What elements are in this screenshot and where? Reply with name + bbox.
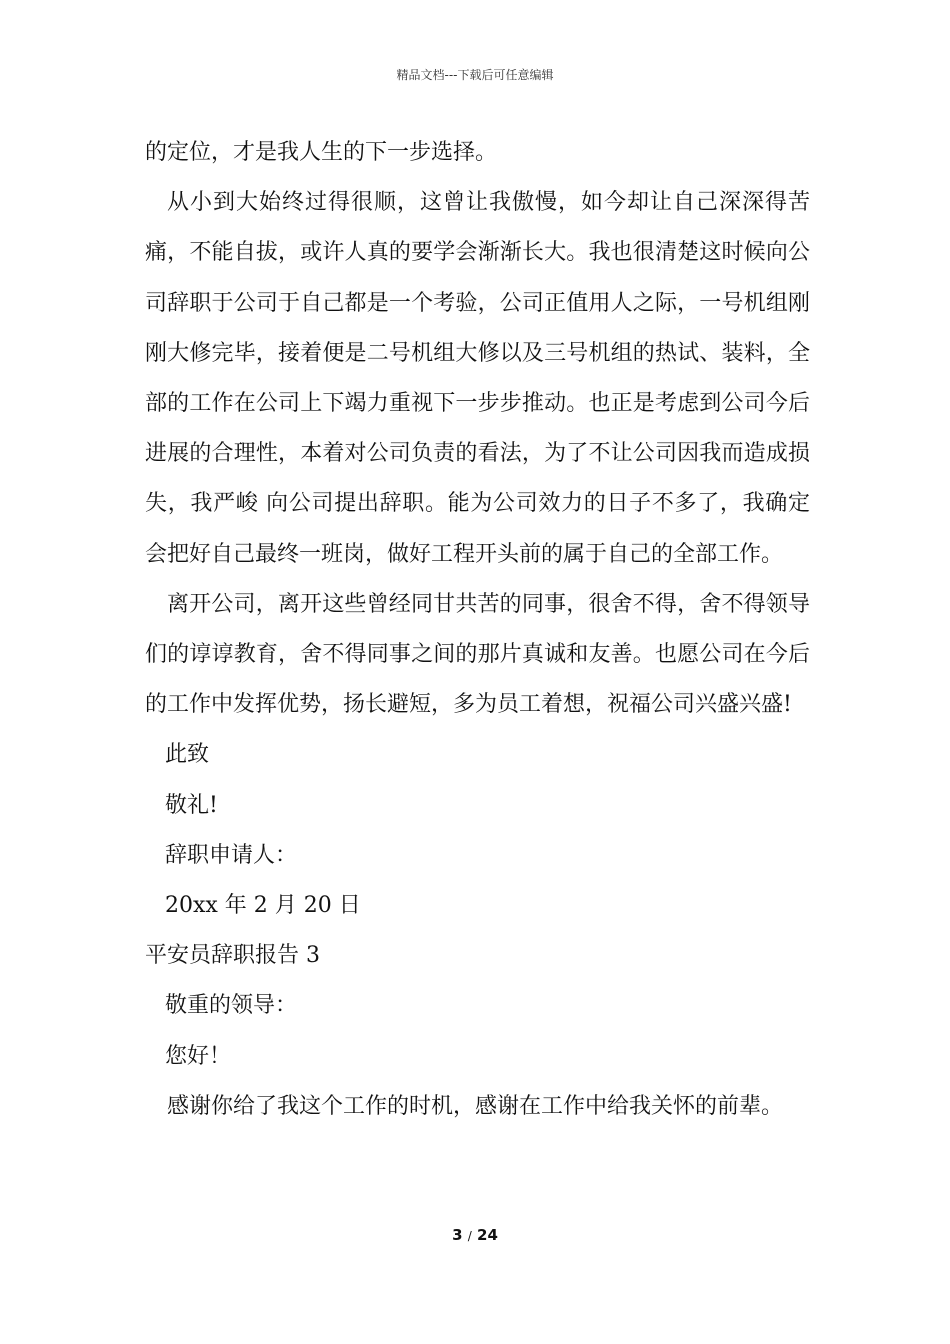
paragraph-reason: 从小到大始终过得很顺，这曾让我傲慢，如今却让自己深深得苦痛，不能自拔，或许人真的要学会渐渐长大。我也很清楚这时候向公司辞职于公司于自己都是一个考验，公司正值用人之际，一号机组刚刚大修完毕，接着便是二号机组大修以及三号机组的热试、装料，全部的工作在公司上下竭力重视下一步步推动。也正是考虑到公司今后进展的合理性，本着对公司负责的看法，为了不让公司因我而造成损失，我严峻 向公司提出辞职。能为公司效力的日子不多了，我确定会把好自己最终一班岗，做好工程开头前的属于自己的全部工作。 — [145, 190, 810, 567]
applicant-label: 辞职申请人： — [165, 842, 298, 868]
page-separator: / — [467, 1229, 472, 1243]
closing-line-1: 此致 — [165, 742, 210, 768]
paragraph-continuation: 的定位，才是我人生的下一步选择。 — [145, 140, 498, 165]
current-page: 3 — [452, 1226, 463, 1244]
paragraph-thanks: 感谢你给了我这个工作的时机，感谢在工作中给我关怀的前辈。 — [167, 1093, 784, 1119]
greeting: 您好！ — [165, 1043, 232, 1069]
closing-line-2: 敬礼! — [165, 792, 218, 818]
document-body — [145, 128, 810, 1132]
page-header: 精品文档---下载后可任意编辑 — [396, 68, 554, 82]
letter-date: 20xx 年 2 月 20 日 — [165, 893, 361, 919]
page-number — [0, 1226, 950, 1244]
salutation: 敬重的领导： — [165, 993, 298, 1019]
total-pages: 24 — [477, 1226, 498, 1244]
section-title: 平安员辞职报告 3 — [145, 943, 320, 969]
paragraph-farewell: 离开公司，离开这些曾经同甘共苦的同事，很舍不得，舍不得领导们的谆谆教育，舍不得同事之间的那片真诚和友善。也愿公司在今后的工作中发挥优势，扬长避短，多为员工着想，祝福公司兴盛兴盛! — [145, 591, 810, 718]
